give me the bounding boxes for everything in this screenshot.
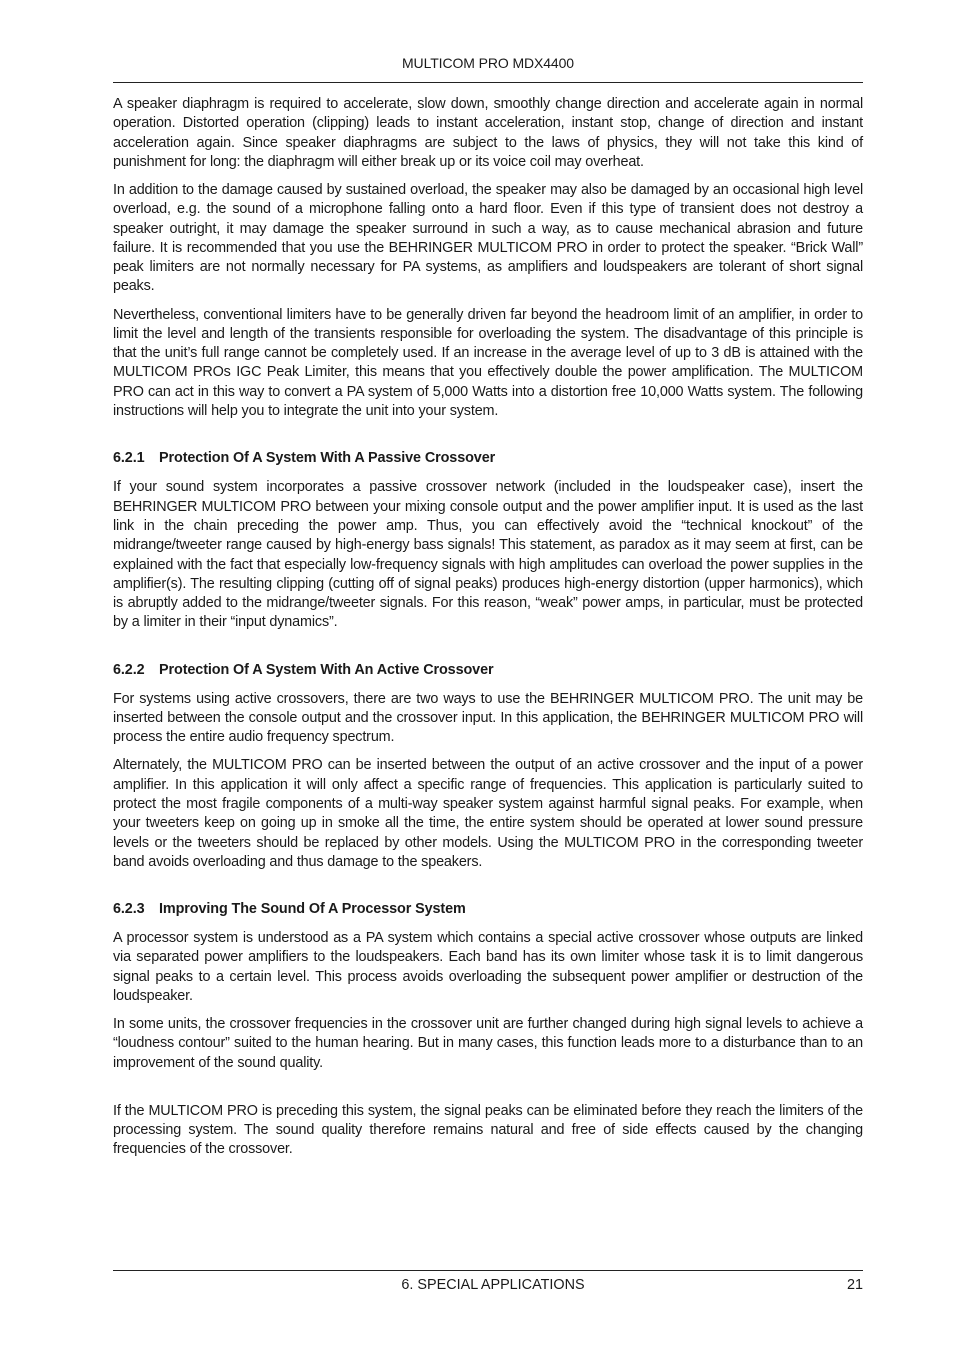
paragraph: If your sound system incorporates a passive crossover network (included in the loudspeaker case), insert the BEHRINGER MULTICOM PRO between your mixing console output and the power amplifier input. It is used as the last link in the chain preceding the power amp. Thus, you can effectively avoid the “technical knockout” of the midrange/tweeter range caused by high-energy bass signals! This statement, as paradox as it may seem at first, can be explained with the fact that especially low-frequency signals with high amplitudes can overload the power supplies in the amplifier(s). The resulting clipping (cutting off of signal peaks) produces high-energy distortion (upper harmonics), which is abruptly added to the midrange/tweeter signals. For this reason, “weak” power amps, in particular, must be protected by a limiter in their “input dynamics”. bbox=[113, 479, 863, 631]
section-title: Protection Of A System With A Passive Crossover bbox=[159, 450, 496, 467]
paragraph-gap bbox=[113, 1082, 863, 1102]
page-content bbox=[113, 95, 863, 1169]
document-page bbox=[113, 0, 863, 1351]
paragraph: Alternately, the MULTICOM PRO can be inserted between the output of an active crossover and the input of a power amplifier. In this application it will only affect a specific range of frequencies. This application is particularly suited to protect the most fragile components of a multi-way speaker system against harmful signal peaks. For example, when your tweeters keep on going up in smoke all the time, the entire system should be operated at lower sound pressure levels or the tweeters should be replaced by other models. Using the MULTICOM PRO in the corresponding tweeter band avoids overloading and thus damage to the speakers. bbox=[113, 757, 863, 870]
paragraph: Nevertheless, conventional limiters have to be generally driven far beyond the headroom limit of an amplifier, in order to limit the level and length of the transients responsible for overloading the system. The disadvantage of this principle is that the unit’s full range cannot be completely used. If an increase in the average level of up to 3 dB is attained with the MULTICOM PROs IGC Peak Limiter, this means that you effectively double the power amplification. The MULTICOM PRO can act in this way to convert a PA system of 5,000 Watts into a distortion free 10,000 Watts system. The following instructions will help you to integrate the unit into your system. bbox=[113, 306, 863, 420]
section-title: Protection Of A System With An Active Crossover bbox=[159, 661, 494, 678]
header-rule bbox=[113, 82, 863, 83]
footer-rule bbox=[113, 1270, 863, 1271]
paragraph: In some units, the crossover frequencies in the crossover unit are further changed during high signal levels to achieve a “loudness contour” suited to the human hearing. But in many cases, this function leads more to a disturbance than to an improvement of the sound quality. bbox=[113, 1016, 863, 1071]
section-heading bbox=[113, 449, 863, 468]
section-heading bbox=[113, 900, 863, 919]
paragraph: In addition to the damage caused by sustained overload, the speaker may also be damaged by an occasional high level overload, e.g. the sound of a microphone falling onto a hard floor. Even if this type of transient does not destroy a speaker outright, it may damage the speaker surround in such a way, as to cause mechanical abrasion and future failure. It is recommended that you use the BEHRINGER MULTICOM PRO in order to protect the speaker. “Brick Wall” peak limiters are not normally necessary for PA systems, as amplifiers and loudspeakers are tolerant of short signal peaks. bbox=[113, 181, 863, 295]
paragraph: If the MULTICOM PRO is preceding this system, the signal peaks can be eliminated before they reach the limiters of the processing system. The sound quality therefore remains natural and free of side effects caused by the changing frequencies of the crossover. bbox=[113, 1102, 863, 1158]
paragraph: A speaker diaphragm is required to accelerate, slow down, smoothly change direction and accelerate again in normal operation. Distorted operation (clipping) leads to instant acceleration, instant stop, change of direction and instant acceleration again. Since speaker diaphragms are subject to the laws of physics, they will not take this kind of punishment for long: the diaphragm will either break up or its voice coil may overheat. bbox=[113, 96, 863, 170]
paragraph: A processor system is understood as a PA system which contains a special active crossover whose outputs are linked via separated power amplifiers to the loudspeakers. Each band has its own limiter whose task it is to limit dangerous signal peaks to a certain level. This process avoids overloading the subsequent power amplifier or destruction of the loudspeaker. bbox=[113, 930, 863, 1005]
section-number: 6.2.2 bbox=[113, 661, 145, 678]
paragraph: For systems using active crossovers, there are two ways to use the BEHRINGER MULTICOM PRO. The unit may be inserted between the console output and the crossover input. In this application, the BEHRINGER MULTICOM PRO will process the entire audio frequency spectrum. bbox=[113, 690, 863, 746]
running-header: MULTICOM PRO MDX4400 bbox=[402, 55, 574, 71]
section-number: 6.2.1 bbox=[113, 450, 145, 467]
section-number: 6.2.3 bbox=[113, 901, 145, 918]
footer-section-title: 6. SPECIAL APPLICATIONS bbox=[401, 1277, 585, 1293]
page-number: 21 bbox=[846, 1277, 863, 1293]
section-heading bbox=[113, 661, 863, 680]
section-title: Improving The Sound Of A Processor System bbox=[159, 901, 466, 918]
